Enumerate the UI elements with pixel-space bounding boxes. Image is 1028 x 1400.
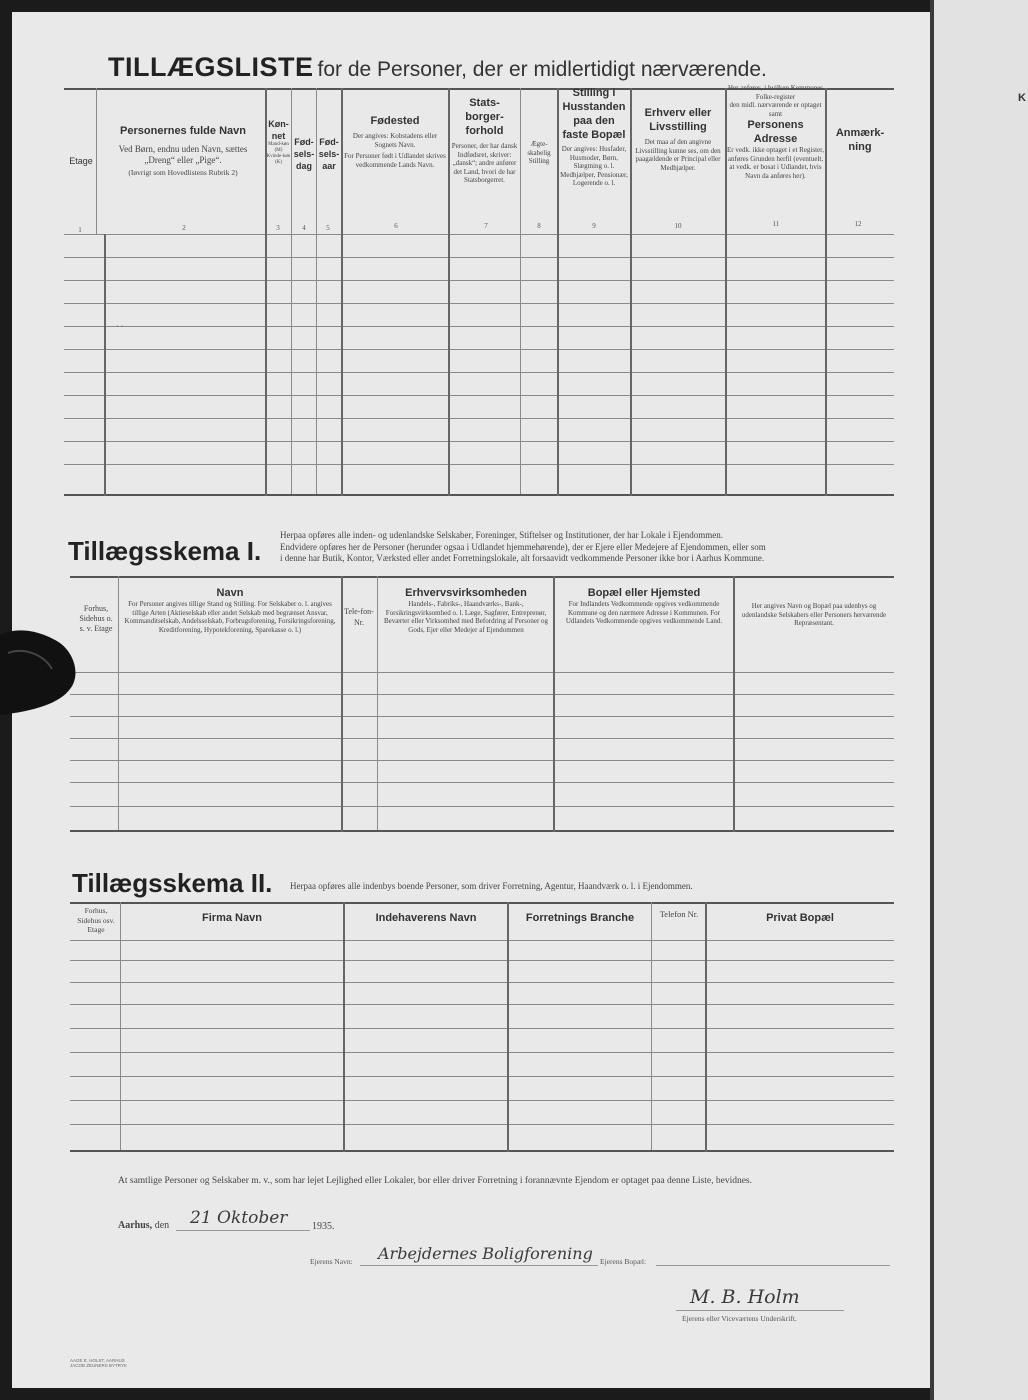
owner-name-label: Ejerens Navn: xyxy=(310,1257,353,1266)
row-line xyxy=(70,1028,894,1029)
row-line xyxy=(70,738,894,739)
adjacent-page xyxy=(934,0,1028,1400)
place: Aarhus, xyxy=(118,1220,153,1231)
title-rest: for de Personer, der er midlertidigt nærværende. xyxy=(317,58,767,81)
row-line xyxy=(70,694,894,695)
col-divider xyxy=(343,902,345,1152)
s2-header-firma: Firma Navn xyxy=(202,912,262,924)
title-main: TILLÆGSLISTE xyxy=(108,52,314,82)
s1-header-bopael: Bopæl eller Hjemsted For Indlandets Vedkommende opgives vedkommende Kommune og den nærmere Adresse i Kommunen. For Udlandets Vedkommende opgives vedkommende Land. xyxy=(565,587,723,625)
s2-header-branche: Forretnings Branche xyxy=(525,912,635,924)
schema2-top xyxy=(70,902,894,904)
row-line xyxy=(70,716,894,717)
den-label: den xyxy=(154,1220,170,1231)
col-header-adresse: Her anføres, i hvilken Kommunes Folke-register den midl. nærværende er optaget samt Personens Adresse Er vedk. ikke optaget i et Register, anføres Grunden herfil (eventuelt, at vedk. er bosat i Udlandet, hvis Navn da anføres her). xyxy=(727,84,824,180)
row-line xyxy=(64,326,894,327)
row-line xyxy=(70,982,894,983)
s1-header-erhverv: Erhvervsvirksomheden Handels-, Fabriks-, Haandværks-, Bank-, Forsikringsvirksomhed o. l. Læge, Sagfører, Entreprenør, Beværter eller Virksomhed med Befordring af Personer og Gods, Ejer eller Medejer af Ejendommen xyxy=(383,587,549,634)
col-divider xyxy=(104,234,106,496)
col-header-anmaerkning: Anmærk-ning xyxy=(835,127,885,153)
row-line xyxy=(64,372,894,373)
schema2-intro: Herpaa opføres alle indenbys boende Personer, som driver Forretning, Agentur, Haandværk o. l. i Ejendommen. xyxy=(290,881,693,891)
col-header-etage: Etage xyxy=(69,156,93,166)
s1-header-etage: Forhus, Sidehus o. s. v. Etage xyxy=(79,604,113,633)
owner-name-handwritten: Arbejdernes Boligforening xyxy=(378,1244,593,1263)
scan-thumb-shadow xyxy=(0,625,78,715)
s2-header-indehaver: Indehaverens Navn xyxy=(375,912,477,924)
owner-address-underline xyxy=(656,1265,890,1266)
stray-mark: · · xyxy=(116,322,124,331)
s2-header-telefon: Telefon Nr. xyxy=(659,909,699,919)
schema2-title: Tillægsskema II. xyxy=(72,868,273,898)
col-header-stilling: Stilling i Husstanden paa den faste Bopæl Der angives: Husfader, Husmoder, Børn, Slægtning o. l. Medhjælper, Pensionær, Logerende o. l. xyxy=(560,87,628,187)
col-num: 5 xyxy=(326,224,330,232)
row-line xyxy=(64,303,894,304)
main-table-header-bottom xyxy=(64,234,894,235)
place-date-line xyxy=(118,1220,169,1231)
s1-header-repraesentant: Her angives Navn og Bopæl paa udenbys og udenlandske Selskabers eller Personers herværende Repræsentant. xyxy=(741,602,887,627)
row-line xyxy=(64,464,894,465)
col-divider xyxy=(705,902,707,1152)
s2-header-etage: Forhus, Sidehus osv. Etage xyxy=(77,906,115,934)
col-num: 7 xyxy=(484,222,488,230)
schema1-title: Tillægsskema I. xyxy=(68,536,262,566)
schema1-intro: Herpaa opføres alle inden- og udenlandske Selskaber, Foreninger, Stiftelser og Institutioner, der har Lokale i Ejendommen. Endvidere opføres her de Personer (herunder ogsaa i Udlandet hjemmehørende), der er Ejere eller Medejere af Ejendommen, eller som i denne har Butik, Kontor, Værksted eller andet Forretningslokale, alt forsaavidt vedkommende Personer ikke bor i Aarhus Kommune. xyxy=(280,530,766,563)
col-num: 4 xyxy=(302,224,306,232)
s1-header-navn: Navn For Personer angives tillige Stand og Stilling. For Selskaber o. l. angives tillige Arten (Aktieselskab eller andet Selskab med begrænset Ansvar, Kommanditselskab, Andelsselskab, Forbrugsforening, Forsikringsforening, Kreditforening, Hypotekforening, Sparekasse o. l.) xyxy=(124,587,336,634)
schema1-header-bottom xyxy=(70,672,894,673)
row-line xyxy=(64,395,894,396)
row-line xyxy=(70,806,894,807)
row-line xyxy=(70,1124,894,1125)
col-header-konnet: Køn-net Mand-køn (M) Kvinde-køn (K) xyxy=(266,119,291,165)
row-line xyxy=(70,1004,894,1005)
col-header-aegteskab: Ægte-skabelig Stilling xyxy=(527,140,551,165)
row-line xyxy=(70,960,894,961)
col-num: 12 xyxy=(854,220,862,228)
year: 1935. xyxy=(312,1221,335,1232)
col-num: 9 xyxy=(592,222,596,230)
col-num: 8 xyxy=(537,222,541,230)
col-divider xyxy=(377,576,378,830)
col-divider xyxy=(733,576,735,832)
s2-header-privat-bopael: Privat Bopæl xyxy=(766,912,834,924)
col-num: 2 xyxy=(182,224,186,232)
row-line xyxy=(64,280,894,281)
adjacent-page-letter: K xyxy=(1018,92,1026,104)
col-num: 11 xyxy=(772,220,780,228)
schema2-header-bottom xyxy=(70,940,894,941)
col-num: 1 xyxy=(78,226,82,234)
row-line xyxy=(64,257,894,258)
date-underline xyxy=(176,1230,310,1231)
col-num: 3 xyxy=(276,224,280,232)
col-num: 10 xyxy=(674,222,682,230)
col-divider xyxy=(120,902,121,1150)
signature-label: Ejerens eller Viceværtens Underskrift. xyxy=(682,1314,797,1323)
main-table-bottom xyxy=(64,494,894,496)
schema1-top xyxy=(70,576,894,578)
col-divider xyxy=(118,576,119,830)
col-divider xyxy=(651,902,652,1150)
col-header-fodselsaar: Fød-sels-aar xyxy=(318,137,340,171)
col-header-erhverv: Erhverv eller Livsstilling Det maa af den angivne Livsstilling kunne ses, om den paagældende er Principal eller Medhjælper. xyxy=(635,107,721,172)
col-header-statsborger: Stats-borger-forhold Personer, der har dansk Indfødsret, skriver: „dansk“; andre anfører det Land, hvori de har Statsborgerret. xyxy=(451,97,518,184)
schema2-bottom xyxy=(70,1150,894,1152)
col-divider xyxy=(507,902,509,1152)
row-line xyxy=(70,760,894,761)
schema1-bottom xyxy=(70,830,894,832)
row-line xyxy=(64,441,894,442)
row-line xyxy=(70,1052,894,1053)
form-title xyxy=(108,52,767,83)
col-header-fodested: Fødested Der angives: Kobstadens eller Sognets Navn. For Personer født i Udlandet skrives vedkommende Lands Navn. xyxy=(344,115,446,169)
row-line xyxy=(70,782,894,783)
s1-header-telefon: Tele-fon-Nr. xyxy=(344,607,374,627)
date-handwritten: 21 Oktober xyxy=(190,1208,288,1228)
row-line xyxy=(64,349,894,350)
row-line xyxy=(70,1076,894,1077)
printer-imprint: AAGE E. HOLST, AARHUS JACOB ZEUNERS BYTRYK xyxy=(70,1358,127,1368)
attestation: At samtlige Personer og Selskaber m. v., som har lejet Lejlighed eller Lokaler, bor eller driver Forretning i forannævnte Ejendom er optaget paa denne Liste, bevidnes. xyxy=(118,1176,752,1186)
signature-underline xyxy=(676,1310,844,1311)
col-header-navn: Personernes fulde Navn Ved Børn, endnu uden Navn, sættes „Dreng“ eller „Pige“. (Iøvrigt som Hovedlistens Rubrik 2) xyxy=(118,125,248,177)
col-divider xyxy=(341,88,343,496)
signature-handwritten: M. B. Holm xyxy=(690,1286,800,1308)
owner-address-label: Ejerens Bopæl: xyxy=(600,1257,647,1266)
col-divider xyxy=(553,576,555,832)
col-num: 6 xyxy=(394,222,398,230)
col-header-fodselsdag: Fød-sels-dag xyxy=(293,137,315,171)
row-line xyxy=(64,418,894,419)
owner-name-underline xyxy=(360,1265,598,1266)
row-line xyxy=(70,1100,894,1101)
